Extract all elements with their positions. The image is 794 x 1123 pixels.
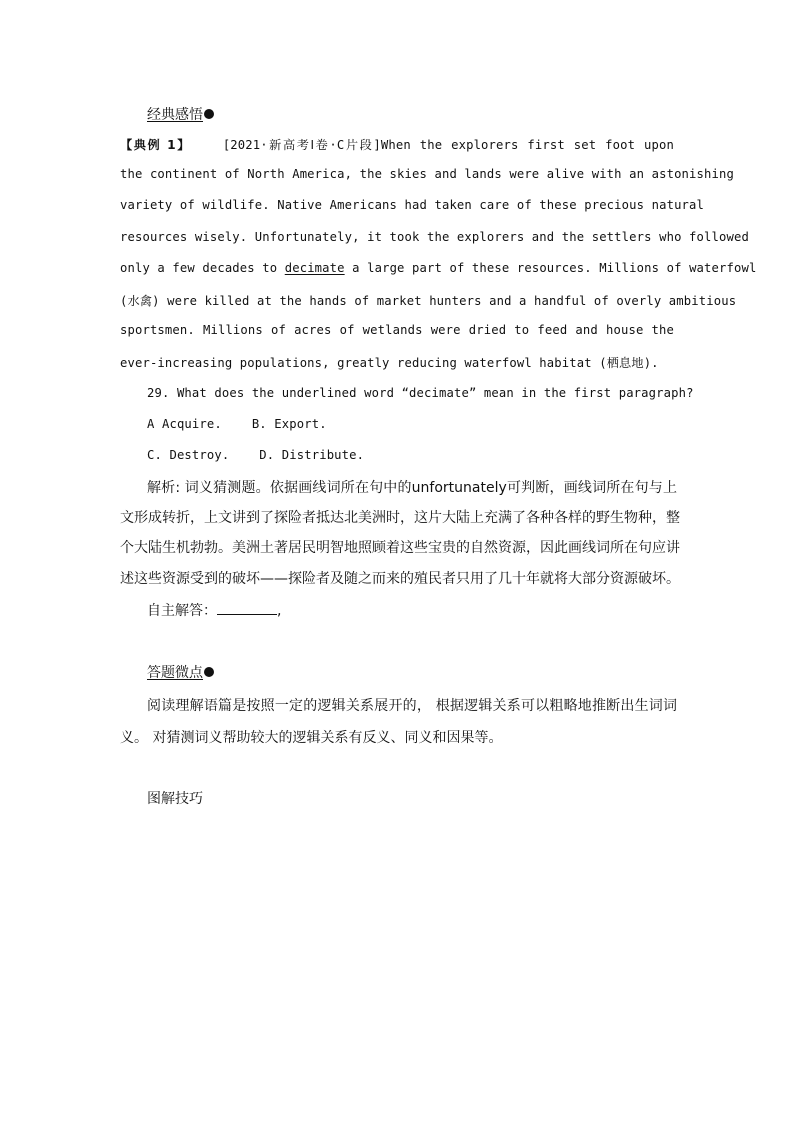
example-text-line1: When the explorers first set foot upon — [380, 138, 674, 152]
bullet-dot-icon — [204, 109, 214, 119]
analysis-line-2: 文形成转折，上文讲到了探险者抵达北美洲时，这片大陆上充满了各种各样的野生物种，整 — [120, 510, 680, 526]
example-text: only a few decades to — [120, 261, 285, 275]
question-stem: 29. What does the underlined word “decimate” mean in the first paragraph? — [147, 386, 694, 400]
example-line-2: the continent of North America, the skies and lands were alive with an astonishing — [120, 167, 734, 181]
analysis-line-3: 个大陆生机勃勃。美洲土著居民明智地照顾着这些宝贵的自然资源，因此画线词所在句应讲 — [120, 540, 680, 556]
bullet-dot-icon — [204, 667, 214, 677]
section-heading-classic — [147, 104, 214, 124]
example-line-8: ever-increasing populations, greatly reducing waterfowl habitat (栖息地). — [120, 356, 659, 370]
analysis-line-1: 解析: 词义猜测题。依据画线词所在句中的unfortunately可判断，画线词所在句与上 — [147, 480, 677, 496]
example-line-1 — [120, 136, 674, 153]
tips-line-2: 义。 对猜测词义帮助较大的逻辑关系有反义、同义和因果等。 — [120, 730, 503, 746]
example-line-4: resources wisely. Unfortunately, it took the explorers and the settlers who followed — [120, 230, 749, 244]
question-options-row2: C. Destroy. D. Distribute. — [147, 448, 365, 462]
example-source: [2021·新高考Ⅰ卷·C片段] — [222, 138, 381, 152]
question-options-row1: A Acquire. B. Export. — [147, 417, 327, 431]
example-line-5 — [120, 261, 757, 275]
example-line-6: (水禽) were killed at the hands of market hunters and a handful of overly ambitious — [120, 294, 737, 308]
underlined-word: decimate — [284, 261, 345, 275]
self-answer-label: 自主解答： — [147, 603, 217, 619]
example-tag: 【典例 1】 — [120, 138, 191, 152]
answer-blank[interactable] — [217, 602, 277, 615]
section-heading-diagram: 图解技巧 — [147, 791, 203, 807]
tips-line-1: 阅读理解语篇是按照一定的逻辑关系展开的， 根据逻辑关系可以粗略地推断出生词词 — [147, 698, 677, 714]
example-text: a large part of these resources. Millions of waterfowl — [344, 261, 757, 275]
section-title: 答题微点 — [147, 665, 203, 681]
self-answer-tail: , — [277, 603, 282, 619]
section-title: 经典感悟 — [147, 107, 203, 123]
section-heading-tips — [147, 662, 214, 682]
example-line-7: sportsmen. Millions of acres of wetlands were dried to feed and house the — [120, 323, 674, 337]
analysis-line-4: 述这些资源受到的破坏——探险者及随之而来的殖民者只用了几十年就将大部分资源破坏。 — [120, 571, 680, 587]
example-line-3: variety of wildlife. Native Americans had taken care of these precious natural — [120, 198, 705, 212]
self-answer-row — [147, 600, 677, 620]
